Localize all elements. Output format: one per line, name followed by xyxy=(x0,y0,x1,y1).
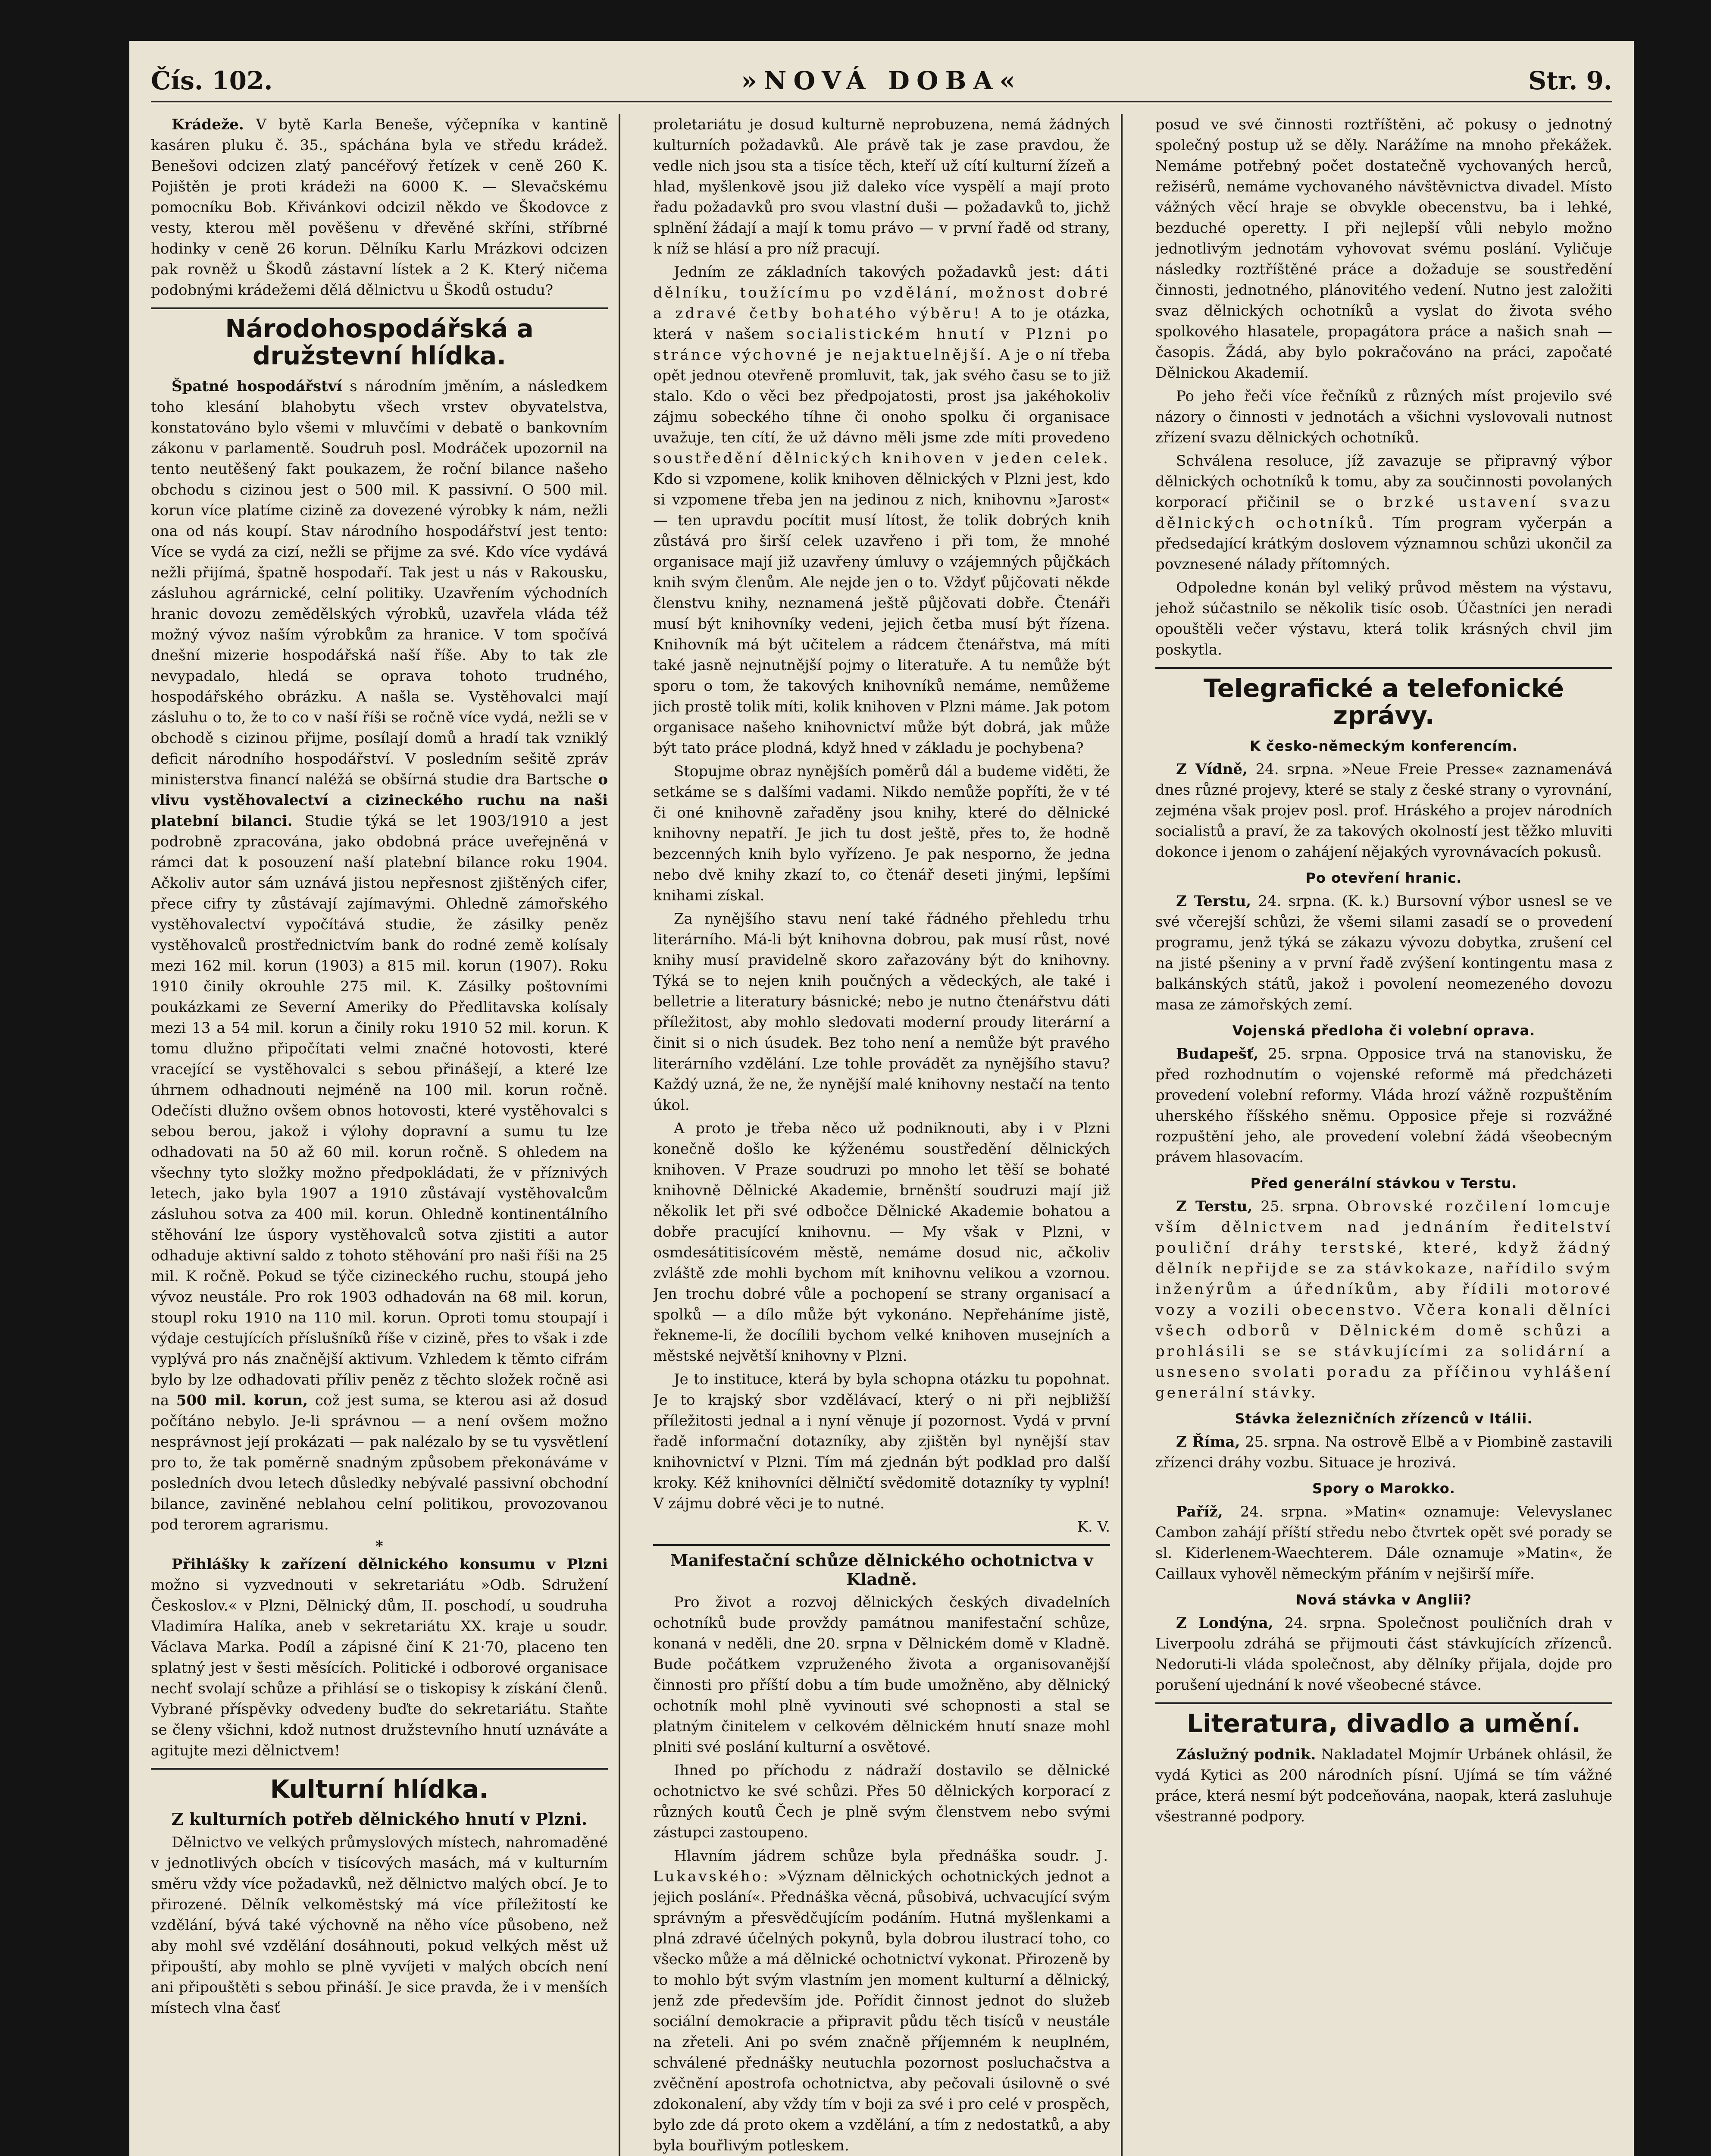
news-headline: Před generální stávkou v Terstu. xyxy=(1250,1175,1517,1192)
news-headline: Po otevření hranic. xyxy=(1305,870,1462,887)
news-item: Budapešť, 25. srpna. Opposice trvá na stanovisku, že před rozhodnutím o vojenské reformě má předcházeti provedení volební reformy. Vláda hrozí vážně rozpuštěním uherského říšského sněmu. Opposice přeje si rozvážné rozpuštění jeho, ale provedení volební žádá všeobecným právem hlasovacím. xyxy=(1155,1045,1612,1166)
column-2 xyxy=(653,114,1110,2156)
literature-item: Záslužný podnik. Nakladatel Mojmír Urbánek ohlásil, že vydá Kytici as 200 národních písní. Ujímá se tím vážné práce, která nesmí být podceňována, naopak, která zasluhuje všestranné podpory. xyxy=(1155,1745,1612,1825)
manifestation-text: Pro život a rozvoj dělnických českých divadelních ochotníků bude provždy památnou manifestační schůze, konaná v neděli, dne 20. srpna v Dělnickém domě v Kladně. Bude počátkem vzpruženého života a organisovanější činnosti pro příští dobu a tím bude umožněno, aby dělnický ochotník mohl plně vyvinouti své schopnosti a stal se platným činitelem v celkovém dělnickém hnutí snaze mohl plniti své poslání kulturní a osvětové. xyxy=(653,1594,1110,1756)
column-divider xyxy=(619,114,620,2156)
economic-section-title: Národohospodářská a družstevní hlídka. xyxy=(225,314,534,370)
manifestation-text: Schválena resoluce, jíž zavazuje se připravný výbor dělnických ochotníků k tomu, aby za součinnosti povolaných korporací přičinil se o brzké ustavení svazu dělnických ochotníků. Tím program vyčerpán a předsedající krátkým doslovem významnou schůzi ukončil za povznesené nálady přítomných. xyxy=(1155,452,1612,573)
section-asterisk: * xyxy=(375,1538,383,1555)
article-divider xyxy=(1155,1702,1612,1704)
news-headline: K česko-německým konferencím. xyxy=(1250,738,1518,755)
news-headline: Vojenská předloha či volební oprava. xyxy=(1232,1022,1536,1039)
manifestation-text: Po jeho řeči více řečníků z různých míst projevilo své názory o činnosti v jednotách a všichni vyslovovali nutnost zřízení svazu dělnických ochotníků. xyxy=(1155,388,1612,446)
culture-article-text: Stopujme obraz nynějších poměrů dál a budeme viděti, že setkáme se s dalšími vadami. Nikdo nemůže popříti, že v té či oné knihovně zařaděny jsou knihy, které do dělnické knihovny nepatří. Je jich tu dost ještě, přes to, že hodně bezcenných knih bylo vyřízeno. Je pak nesporno, že jedna nebo dvě knihy zkazí to, co čtenář deseti jinými, lepšími knihami získal. xyxy=(653,763,1110,904)
economic-article: Špatné hospodářství s národním jměním, a následkem toho klesání blahobytu všech vrstev obyvatelstva, konstatováno bylo všemi v mluvčími v debatě o bankovním zákonu v parlamentě. Soudruh posl. Modráček upozornil na tento neutěšený fakt poukazem, že roční bilance našeho obchodu s cizinou jest o 500 mil. K passivní. O 500 mil. korun více platíme cizině za dovezené výrobky k nám, nežli ona od nás koupí. Stav národního hospodářství jest tento: Více se vydá za cizí, nežli se přijme za své. Kdo více vydává nežli přijímá, špatně hospodaří. Tak jest u nás v Rakousku, zásluhou agrárnické, celní politiky. Uzavřením východních hranic dovozu zemědělských výrobků, uzavřela vláda též možný vývoz naším výrobkům za hranice. V tom spočívá dnešní mizerie hospodářská naší říše. Aby to tak zle nevypadalo, hledá se oprava tohoto trudného, hospodářského obrázku. A našla se. Vystěhovalci mají zásluhu o to, že to co v naší říši se ročně více vydá, nežli se v obchodě s cizinou přijme, posílají domů a hradí tak vzniklý deficit národního hospodářství. V posledním sešitě zpráv ministerstva financí naléžá se obšírná studie dra Bartsche o vlivu vystěhovalectví a cizineckého ruchu na naši platební bilanci. Studie týká se let 1903/1910 a jest podrobně zpracována, jako obdobná práce uveřejněná v rámci dat k posouzení naší platební bilance roku 1904. Ačkoliv autor sám uznává jistou nepřesnost zjištěných cifer, přece cifry ty zůstávají zajímavými. Ohledně zámořského vystěhovalectví vypočítává studie, že zásilky peněz vystěhovalců prostřednictvím bank do rodné země kolísaly mezi 162 mil. korun (1903) a 815 mil. korun (1907). Roku 1910 činily okrouhle 275 mil. K. Zásilky poštovními poukázkami ze Severní Ameriky do Předlitavska kolísaly mezi 13 a 54 mil. korun a činily roku 1910 52 mil. korun. K tomu dlužno připočítati velmi značné hotovosti, které vracející se vystěhovalci s sebou přinášejí, a které lze úhrnem odhadnouti nejméně na 100 mil. korun ročně. Odečísti dlužno ovšem obnos hotovosti, které vystěhovalci s sebou berou, jakož i výlohy dopravní a sumu tu lze odhadovati na 50 až 60 mil. korun ročně. S ohledem na všechny tyto složky možno předpokládati, že v příznivých letech, jako byla 1907 a 1910 zůstávají vystěhovalcům zásluhou sotva za 400 mil. korun. Ohledně kontinentálního stěhování lze úspory vystěhovalců sotva zjistiti a autor odhaduje aktivní saldo z tohoto stěhování pro naši říši na 25 mil. K ročně. Pokud se týče cizineckého ruchu, stoupá jeho vývoz neustále. Pro rok 1903 odhadován na 68 mil. korun, stoupl roku 1910 na 110 mil. korun. Oproti tomu stoupají i výdaje cestujících příslušníků říše v cizině, přes to však i zde vyplývá pro nás značnější aktivum. Vzhledem k těmto cifrám bylo by lze odhadovati příliv peněz z těchto složek ročně asi na 500 mil. korun, což jest suma, se kterou asi až dosud počítáno nebylo. Je-li správnou — a není ovšem možno nesprávnost její prokázati — pak nalézalo by se tu vysvětlení pro to, že tak poměrně snadným způsobem překonáváme v posledních dvou letech důsledky nebývalé passivní obchodní bilance, zaviněné neblahou celní politikou, provozovanou pod terorem agrarismu. xyxy=(151,378,608,1534)
culture-section-title: Kulturní hlídka. xyxy=(270,1774,489,1804)
manifestation-text: posud ve své činnosti roztříštěni, ač pokusy o jednotný společný postup už se děly. Narážíme na mnoho překážek. Nemáme potřebný počet dostatečně vychovaných herců, režisérů, nemáme vychovaného návštěvnictva divadel. Místo vážných věcí hraje se obvykle obecenstvu, ba i lehké, bezduché operetty. I při nejlepší vůli nebylo možno jednotlivým jednotám vyhovovat svému poslání. Vyličuje následky roztříštěné práce a dožaduje se soustředění činnosti, jednotného, plánovitého vedení. Nutno jest založiti svaz dělnických ochotníků a vyslat do života svého spolkového hlasatele, propagátora práce a našich snah — časopis. Žádá, aby bylo pokračováno na práci, započaté Dělnickou Akademií. xyxy=(1155,116,1612,382)
issue-number: Čís. 102. xyxy=(151,66,273,95)
news-item: Z Říma, 25. srpna. Na ostrově Elbě a v Piombině zastavili zřízenci dráhy vozbu. Situace je hrozivá. xyxy=(1155,1433,1612,1472)
culture-article-title: Z kulturních potřeb dělnického hnutí v Plzni. xyxy=(171,1809,588,1829)
article-divider xyxy=(653,1544,1110,1546)
news-item: Paříž, 24. srpna. »Matin« oznamuje: Velevyslanec Cambon zahájí příští středu nebo čtvrtek opět své porady se sl. Kiderlenem-Waechterem. Dále oznamuje »Matin«, že Caillaux vyhověl německým přáním v nejširší míře. xyxy=(1155,1503,1612,1583)
newspaper-page xyxy=(129,41,1634,2156)
news-item: Z Londýna, 24. srpna. Společnost pouličních drah v Liverpoolu zdráhá se přijmouti část stávkujících zřízenců. Nedoruti-li vláda společnost, aby dělníky přijala, dojde pro porušení ujednání k nové všeobecné stávce. xyxy=(1155,1614,1612,1694)
news-item: Z Terstu, 24. srpna. (K. k.) Bursovní výbor usnesl se ve své včerejší schůzi, že všemi silami zasadí se o provedení programu, jenž týká se zákazu vývozu dobytka, zrušení cel na jisté pšeniny a v první řadě zvýšení kontingentu masa z balkánských států, jakož i povolení neomezeného dovozu masa ze zámořských zemí. xyxy=(1155,893,1612,1014)
culture-article-text: Jedním ze základních takových požadavků jest: dáti dělníku, toužícímu po vzdělání, možnost dobré a zdravé četby bohatého výběru! A to je otázka, která v našem socialistickém hnutí v Plzni po stránce výchovné je nejaktuelnější. A je o ní třeba opět jednou otevřeně promluvit, tak, jak svého času se to již stalo. Kdo o věci bez předpojatosti, prost jsa jakéhokoliv zájmu sobeckého tíhne či onoho spolku či organisace uvažuje, ten cítí, že už dávno měli jsme zde míti provedeno soustředění dělnických knihoven v jeden celek. Kdo si vzpomene, kolik knihoven dělnických v Plzni jest, kdo si vzpomene třeba jen na jedinou z nich, knihovnu »Jarost« — ten upravdu pocítit musí lítost, že tolik dobrých knih zůstává pro širší celek uzavřeno i při tom, že mnohé organisace mají již uzavřeny úmluvy o vzájemných půjčkách knih svým členům. Ale nejde jen o to. Vždyť půjčovati někde členstvu knihy, neznamená ještě půjčovati dobře. Čtenáři musí být knihovníky vedeni, jejich četba musí být řízena. Knihovník má být učitelem a rádcem čtenářstva, má míti také jasně nejnutnější pojmy o literatuře. A tu nemůže být sporu o tom, že takových knihovníků nemáme, nemůžeme jich prostě tolik míti, kolik knihoven v Plzni máme. Jak potom organisace našeho knihovnictví může být dobrá, jak může být tato práce plodná, když hned v základu je pochybena? xyxy=(653,263,1110,757)
column-3 xyxy=(1155,114,1612,2156)
manifestation-text: Odpoledne konán byl veliký průvod městem na výstavu, jehož súčastnilo se několik tisíc osob. Účastníci jen neradi opouštěli večer výstavu, která tolik krásných chvil jim poskytla. xyxy=(1155,579,1612,658)
culture-article-text: proletariátu je dosud kulturně neprobuzena, nemá žádných kulturních požadavků. Ale právě tak je zase pravdou, že vedle nich jsou sta a tisíce těch, kteří už cítí kulturní žízeň a hlad, myšlenkově jsou již daleko více vyspělí a mají proto řadu požadavků pro svou vlastní duši — požadavků to, jichž splnění žádají a mají k tomu právo — v první řadě od strany, k níž se hlásí a pro níž pracují. xyxy=(653,116,1110,257)
manifestation-text: Hlavním jádrem schůze byla přednáška soudr. J. Lukavského: »Význam dělnických ochotnických jednot a jejich poslání«. Přednáška věcná, působivá, uchvacující svým správným a přesvědčujícím podáním. Hutná myšlenkami a plná zdravé účelných pokynů, byla dobrou ilustrací toho, co všecko může a má dělnické ochotnictví vykonat. Přirozeně by to mohlo být svým vlastním jen moment kulturní a dělnický, jenž zde především jde. Pořídit činnost jednot do služeb sociální demokracie a připravit půdu těch tisíců v neustále na zřeteli. Ani po svém značně příjemném k neuplném, schválené přednášky neutuchla pozornost posluchačstva a zvěčnění apostrofa ochotnictva, aby pečovali úsilovně o své zdokonalení, aby vždy tím v boji za své i pro celé v prospěch, bylo zde dá proto okem a vzdělání, a tím z nedostatků, a aby byla bouřlivým potleskem. xyxy=(653,1847,1110,2155)
news-headline: Stávka železničních zřízenců v Itálii. xyxy=(1235,1410,1533,1427)
theft-text: V bytě Karla Beneše, výčepníka v kantině kasáren pluku č. 35., spáchána byla ve středu krádež. Benešovi odcizen zlatý pancéřový řetízek v ceně 260 K. Pojištěn je proti krádeži na 6000 K. — Slevačskému pomocníku Bob. Křivánkovi odcizil někdo ve Škodovce z vesty, kterou měl pověšenu v dřevěné skříni, stříbrné hodinky v ceně 26 korun. Dělníku Karlu Mrázkovi odcizen pak rovněž u Škodů zástavní lístek a 2 K. Který ničema podobnými krádežemi dělá dělnictvu u Škodů ostudu? xyxy=(151,116,608,299)
literature-section-title: Literatura, divadlo a umění. xyxy=(1186,1709,1581,1739)
news-item: Z Terstu, 25. srpna. Obrovské rozčilení lomcuje vším dělnictvem nad jednáním ředitelství pouliční dráhy terstské, které, když žádný dělník nepřijde se za stávkokaze, nařídilo svým inženýrům a úředníkům, aby řídili motorové vozy a vozili obecenstvo. Včera konali dělníci všech odborů v Dělnickém domě schůzi a prohlásili se se stávkujícími za solidární a usneseno svolati poradu za příčinou vyhlášení generální stávky. xyxy=(1155,1198,1612,1402)
column-1 xyxy=(151,114,608,2156)
telegraph-section-title: Telegrafické a telefonické zprávy. xyxy=(1203,674,1564,730)
page-number: Str. 9. xyxy=(1528,66,1612,95)
header-rule xyxy=(151,101,1612,103)
manifestation-title: Manifestační schůze dělnického ochotnictva v Kladně. xyxy=(670,1551,1093,1589)
author-signature: K. V. xyxy=(1077,1518,1110,1536)
culture-article-text: A proto je třeba něco už podniknouti, aby i v Plzni konečně došlo ke kýženému soustředění dělnických knihoven. V Praze soudruzi po mnoho let těší se bohaté knihovně Dělnické Akademie, brněnští soudruzi mají již několik let při své odbočce Dělnické Akademie bohatou a dobře pracující knihovnu. — My však v Plzni, v osmdesátitisícovém městě, nemáme dosud nic, ačkoliv zvláště zde mohli bychom mít knihovnu velikou a vzornou. Jen trochu dobré vůle a pochopení se strany organisací a spolků — a dílo může být vykonáno. Nepřeháníme jistě, řekneme-li, že docílili bychom velké knihoven musejních a městské největší knihovny v Plzni. xyxy=(653,1120,1110,1365)
manifestation-text: Ihned po příchodu z nádraží dostavilo se dělnické ochotnictvo ke své schůzi. Přes 50 dělnických korporací z různých koutů Čech je plně svým členstvem nebo svými zástupci zastoupeno. xyxy=(653,1762,1110,1842)
masthead-title: »NOVÁ DOBA« xyxy=(741,66,1022,95)
culture-article-text: Dělnictvo ve velkých průmyslových místech, nahromaděné v jednotlivých obcích v tisícových masách, má v kulturním směru vždy více požadavků, než dělnictvo malých obcí. Je to přirozené. Dělník velkoměstský má více příležitostí ke vzdělání, bývá také výchovně na něho více působeno, než aby mohl své vzdělání dosáhnouti, pokud velkých měst už připouští, aby mohlo se plně vyvíjeti v malých obcích není ani připouštěti s sebou přináší. Je sice pravda, že i v menších místech vlna časť xyxy=(151,1833,608,2017)
page-header xyxy=(151,63,1612,101)
theft-lead: Krádeže. xyxy=(172,116,244,133)
consumer-coop-title: Přihlášky k zařízení dělnického konsumu v Plzni xyxy=(172,1556,608,1573)
news-headline: Nová stávka v Anglii? xyxy=(1295,1592,1472,1608)
culture-article-text: Za nynějšího stavu není také řádného přehledu trhu literárního. Má-li být knihovna dobrou, pak musí růst, nové knihy musí pravidelně skoro zařazovány být do knihovny. Týká se to nejen knih poučných a vědeckých, ale také i belletrie a literatury básnické; nebo je nutno čtenářstvu dáti příležitost, aby mohlo sledovati moderní proudy literární a činit si o nich úsudek. Bez toho není a nemůže být pravého literárního vzdělání. Lze tohle provádět za nynějšího stavu? Každý uzná, že ne, že nynější malé knihovny nestačí na tento úkol. xyxy=(653,910,1110,1114)
news-headline: Spory o Marokko. xyxy=(1312,1480,1455,1497)
theft-article xyxy=(151,114,608,301)
news-item: Z Vídně, 24. srpna. »Neue Freie Presse« zaznamenává dnes různé projevy, které se staly z české strany o vyrovnání, zejména však projev posl. prof. Hráského a projev národních socialistů a praví, že za takových okolností jest těžko mluviti dokonce i jenom o zahájení nějakých vyrovnávacích pokusů. xyxy=(1155,761,1612,861)
article-divider xyxy=(1155,667,1612,669)
culture-article-text: Je to instituce, která by byla schopna otázku tu popohnat. Je to krajský sbor vzdělávací, který o ni při nejbližší příležitosti jednal a i nyní věnuje jí pozornost. Vydá v první řadě informační dotazníky, aby zjištěn byl nynější stav knihovnictví v Plzni. Tím má zjednán být podklad pro další kroky. Kéž knihovníci dělničtí svědomitě dotazníky ty vyplní! V zájmu dobré věci je to nutné. xyxy=(653,1371,1110,1512)
economic-lead: Špatné hospodářství xyxy=(172,378,342,395)
article-divider xyxy=(151,1768,608,1770)
article-divider xyxy=(151,307,608,309)
consumer-coop-notice: Přihlášky k zařízení dělnického konsumu v Plzni možno si vyzvednouti v sekretariátu »Odb. Sdružení Českoslov.« v Plzni, Dělnický dům, II. poschodí, u soudruha Vladimíra Halíka, aneb v sekretariátu XX. kraje u soudr. Václava Marka. Podíl a zápisné činí K 21·70, placeno ten splatný jest v šesti měsících. Politické i odborové organisace nechť svolají schůze a přihlásí se o tiskopisy k získání členů. Vybrané příspěvky odvedeny buďte do sekretariátu. Staňte se členy všichni, kdož nutnost družstevního hnutí uznáváte a agitujte mezi dělnictvem! xyxy=(151,1556,608,1760)
column-divider xyxy=(1121,114,1123,2156)
